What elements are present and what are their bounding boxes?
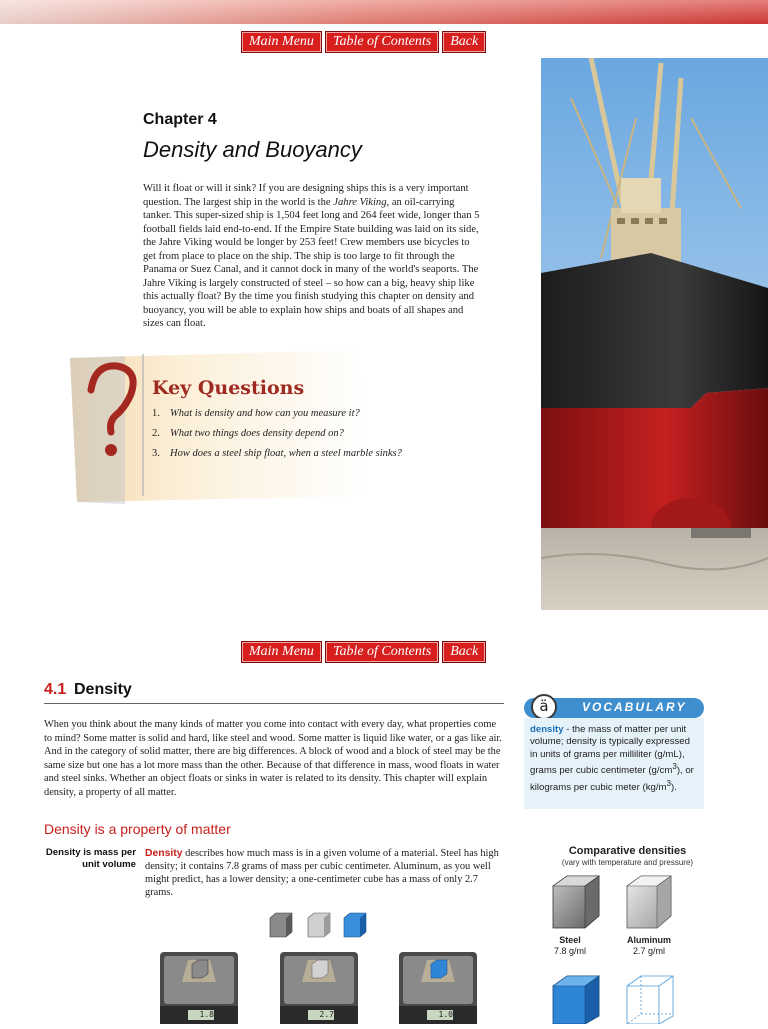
vocabulary-sup-2: 3 [666, 778, 671, 788]
intro-ship-name: Jahre Viking [333, 196, 387, 208]
top-nav [241, 31, 486, 53]
vocabulary-heading: VOCABULARY [582, 700, 687, 714]
key-question-number: 1. [152, 408, 160, 419]
aluminum-cube-icon [627, 876, 671, 928]
chapter-title: Density and Buoyancy [143, 137, 362, 162]
density-paragraph [145, 847, 502, 899]
aluminum-density: 2.7 g/ml [632, 946, 665, 956]
section-body: When you think about the many kinds of matter you come into contact with every day, what properties come to mind? Some matter is solid and hard, like steel and wood. Some matter is liquid like water, or a gas like air. And in the category of solid matter, there are big differences. A block of wood and a block of steel may be the same size but one has a lot more mass than the other. Because of that difference in mass, wood floats in water and steel sinks. Whether an object floats or sinks in water is related to its density. This chapter will explain density, a property of all matter. [44, 719, 502, 798]
section-divider [44, 703, 504, 704]
small-steel-cube-icon [270, 913, 292, 937]
scale-steel [158, 952, 240, 1029]
comparative-densities-subtitle: (vary with temperature and pressure) [561, 858, 694, 867]
vocabulary-icon: ä [531, 694, 557, 720]
steel-cube-icon [553, 876, 599, 928]
scale-reading: 1.0 [427, 1010, 453, 1020]
scale-reading: 1.8 [188, 1010, 214, 1020]
chapter-label: Chapter 4 [143, 111, 217, 128]
key-question-item [152, 408, 422, 419]
table-of-contents-button[interactable]: Table of Contents [325, 641, 439, 663]
back-button[interactable]: Back [442, 31, 486, 53]
subheading: Density is a property of matter [44, 821, 231, 837]
vocabulary-definition [530, 724, 700, 794]
small-cubes [268, 911, 373, 941]
steel-label [535, 935, 605, 957]
chapter-intro [143, 182, 483, 331]
main-menu-button[interactable]: Main Menu [241, 31, 322, 53]
main-menu-button[interactable]: Main Menu [241, 641, 322, 663]
back-button[interactable]: Back [442, 641, 486, 663]
small-blue-cube-icon [344, 913, 366, 937]
aluminum-label [614, 935, 684, 957]
scale-reading: 2.7 [308, 1010, 334, 1020]
wireframe-cube-icon [627, 976, 673, 1024]
steel-density: 7.8 g/ml [553, 946, 586, 956]
ship-photo [541, 58, 768, 610]
vocabulary-sup-1: 3 [672, 762, 677, 772]
blue-cube-icon [553, 976, 599, 1024]
margin-label: Density is mass per unit volume [45, 847, 136, 870]
key-questions-list [152, 408, 422, 468]
top-banner-shade [0, 0, 768, 24]
density-paragraph-text: describes how much mass is in a given volume of a material. Steel has high density; it contains 7.8 grams of mass per cubic centimeter. Aluminum, as you well might predict, has a lower density; a one-centimeter cube has a mass of only 2.7 grams. [145, 848, 499, 898]
key-question-item [152, 448, 422, 459]
steel-name: Steel [559, 935, 581, 945]
vocabulary-def-1: - the mass of matter per unit volume; density is typically expressed in units of grams per milliliter (g/mL), grams per cubic centimeter (g/cm [530, 724, 690, 777]
scale-water [397, 952, 479, 1029]
key-question-text: What is density and how can you measure it? [170, 408, 360, 419]
key-question-text: What two things does density depend on? [170, 428, 344, 439]
key-question-item [152, 428, 422, 439]
intro-part-2: , an oil-carrying tanker. This super-sized ship is 1,504 feet long and 264 feet wide, longer than 5 football fields laid end-to-end. If the Empire State building was laid on its side, the Jahre Viking would be longer by 253 feet! Crew members use bicycles to get from place to place on the ship. The ship is too large to fit through the Panama or Suez Canal, and it cannot dock in many of the world's seaports. The Jahre Viking is largely constructed of steel – so how can a big, heavy ship like this actually float? By the time you finish studying this chapter on density and buoyancy, you will be able to explain how ships and boats of all shapes and sizes can float. [143, 196, 480, 329]
density-keyword: Density [145, 848, 183, 859]
section-nav [241, 641, 486, 663]
small-aluminum-cube-icon [308, 913, 330, 937]
key-questions-title: Key Questions [152, 377, 305, 399]
section-title: Density [74, 681, 132, 698]
section-number: 4.1 [44, 681, 67, 698]
aluminum-name: Aluminum [627, 935, 671, 945]
scale-aluminum [278, 952, 360, 1029]
vocabulary-term: density [530, 724, 564, 735]
key-question-number: 3. [152, 448, 160, 459]
table-of-contents-button[interactable]: Table of Contents [325, 31, 439, 53]
key-question-number: 2. [152, 428, 160, 439]
intro-part-1: Will it float or will it sink? If you are designing ships this is a very important question. The largest ship in the world is the [143, 183, 469, 208]
vocabulary-def-3: ). [670, 782, 677, 793]
comparative-densities-title: Comparative densities [568, 845, 687, 857]
key-question-text: How does a steel ship float, when a steel marble sinks? [170, 448, 402, 459]
vocabulary-def-2: ), or kilograms per cubic meter (kg/m [530, 765, 694, 793]
